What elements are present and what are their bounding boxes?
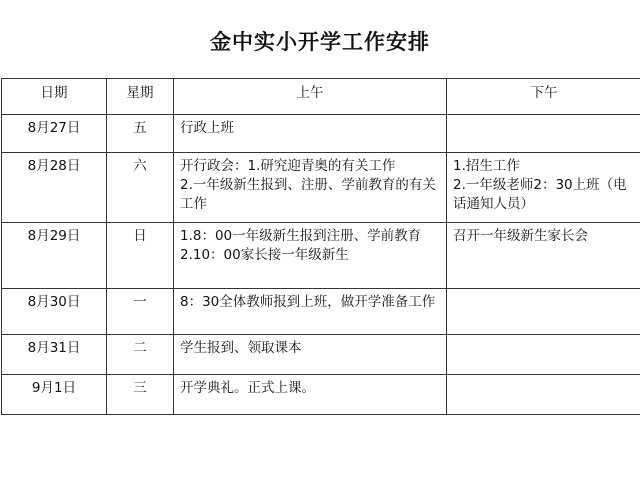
date-cell: 8月27日 (2, 115, 107, 153)
morning-cell (174, 335, 447, 375)
table-header (2, 79, 640, 115)
morning-item: 8：30全体教师报到上班，做开学准备工作 (180, 294, 436, 310)
morning-item: 2.一年级新生报到、注册、学前教育的有关工作 (180, 177, 436, 212)
morning-cell (174, 375, 447, 415)
morning-cell (174, 153, 447, 223)
afternoon-cell (447, 153, 640, 223)
table-row (2, 375, 640, 415)
header-afternoon: 下午 (447, 79, 640, 115)
page-title: 金中实小开学工作安排 (210, 30, 430, 54)
table-row (2, 335, 640, 375)
morning-item: 学生报到、领取课本 (180, 340, 302, 356)
weekday-cell: 六 (107, 153, 174, 223)
weekday-cell: 一 (107, 289, 174, 335)
morning-item: 开行政会：1.研究迎青奥的有关工作 (180, 158, 396, 174)
date-cell: 8月31日 (2, 335, 107, 375)
date-cell: 8月30日 (2, 289, 107, 335)
weekday-cell: 二 (107, 335, 174, 375)
weekday-cell: 日 (107, 223, 174, 289)
afternoon-item: 2.一年级老师2：30上班（电话通知人员） (453, 177, 627, 212)
table-body (2, 115, 640, 415)
afternoon-cell (447, 375, 640, 415)
afternoon-item: 召开一年级新生家长会 (453, 228, 588, 244)
header-morning: 上午 (174, 79, 447, 115)
morning-item: 1.8：00一年级新生报到注册、学前教育 (180, 228, 422, 244)
afternoon-cell (447, 335, 640, 375)
afternoon-cell (447, 223, 640, 289)
table-row (2, 289, 640, 335)
schedule-table (1, 78, 640, 415)
table-row (2, 223, 640, 289)
table-row (2, 153, 640, 223)
morning-item: 行政上班 (180, 120, 234, 136)
header-weekday: 星期 (107, 79, 174, 115)
weekday-cell: 三 (107, 375, 174, 415)
morning-item: 开学典礼。正式上课。 (180, 380, 315, 396)
afternoon-item: 1.招生工作 (453, 158, 520, 174)
morning-cell (174, 289, 447, 335)
morning-item: 2.10：00家长接一年级新生 (180, 247, 349, 263)
afternoon-cell (447, 115, 640, 153)
header-date: 日期 (2, 79, 107, 115)
header-row (2, 79, 640, 115)
table-row (2, 115, 640, 153)
morning-cell (174, 223, 447, 289)
morning-cell (174, 115, 447, 153)
date-cell: 8月28日 (2, 153, 107, 223)
afternoon-cell (447, 289, 640, 335)
date-cell: 9月1日 (2, 375, 107, 415)
weekday-cell: 五 (107, 115, 174, 153)
date-cell: 8月29日 (2, 223, 107, 289)
